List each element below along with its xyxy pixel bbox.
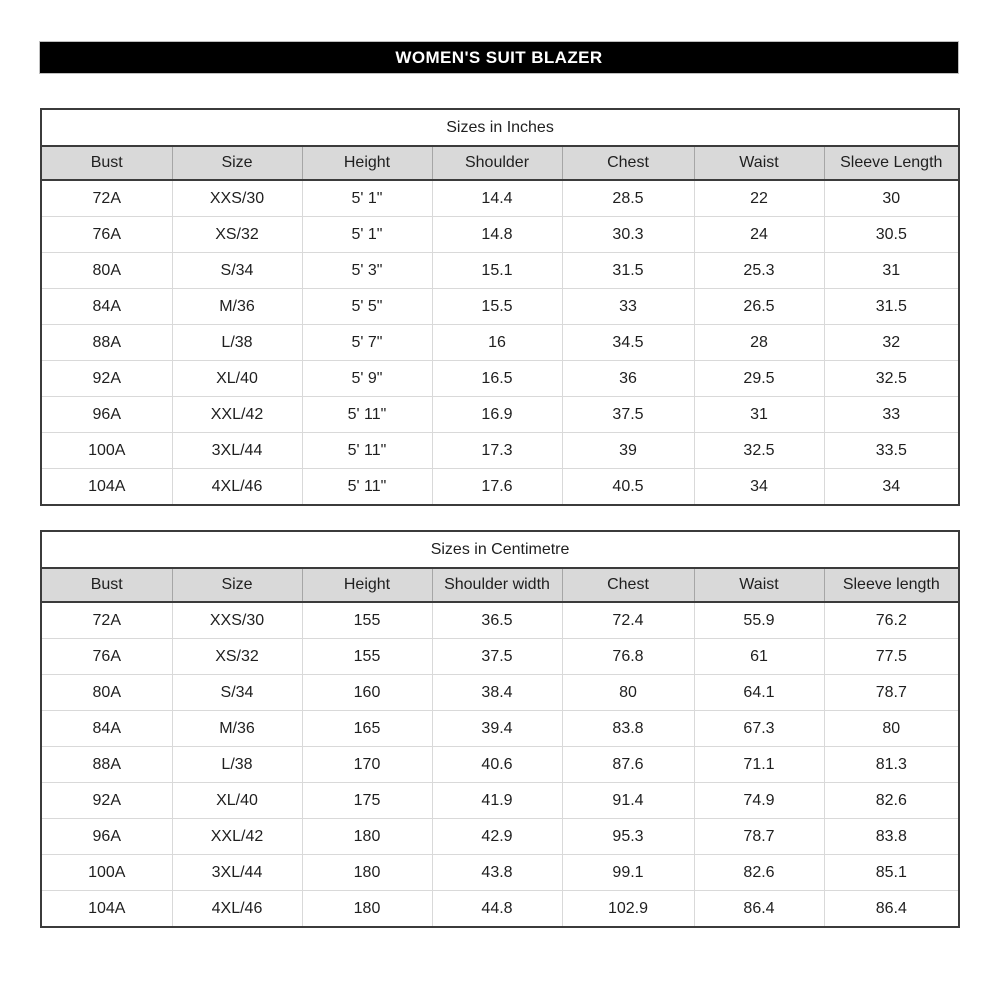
table-cell: 24 <box>694 217 824 253</box>
column-header: Sleeve length <box>824 568 959 602</box>
table-cell: 82.6 <box>694 855 824 891</box>
table-cell: XXS/30 <box>172 180 302 217</box>
table-cell: 76A <box>41 639 172 675</box>
table-cell: 104A <box>41 469 172 506</box>
table-cell: 5' 1" <box>302 217 432 253</box>
table-cell: 34.5 <box>562 325 694 361</box>
inches-size-table <box>40 108 960 506</box>
table-caption-row <box>41 109 959 146</box>
table-cell: 33 <box>824 397 959 433</box>
table-cell: 80A <box>41 253 172 289</box>
table-row <box>41 217 959 253</box>
table-cell: 32 <box>824 325 959 361</box>
table-cell: 39 <box>562 433 694 469</box>
table-row <box>41 253 959 289</box>
table-cell: 64.1 <box>694 675 824 711</box>
table-cell: 41.9 <box>432 783 562 819</box>
table-cell: XS/32 <box>172 639 302 675</box>
table-cell: 180 <box>302 891 432 928</box>
column-header: Chest <box>562 568 694 602</box>
column-header: Chest <box>562 146 694 180</box>
table-cell: 42.9 <box>432 819 562 855</box>
column-header: Shoulder <box>432 146 562 180</box>
column-header: Height <box>302 568 432 602</box>
table-cell: 30.3 <box>562 217 694 253</box>
table-cell: 15.1 <box>432 253 562 289</box>
table-cell: XXS/30 <box>172 602 302 639</box>
table-cell: 5' 11" <box>302 469 432 506</box>
table-cell: 28.5 <box>562 180 694 217</box>
table-row <box>41 855 959 891</box>
table-cell: 76.8 <box>562 639 694 675</box>
table-cell: 32.5 <box>824 361 959 397</box>
table-cell: 5' 5" <box>302 289 432 325</box>
table-cell: 83.8 <box>562 711 694 747</box>
table-cell: 4XL/46 <box>172 469 302 506</box>
table-cell: 155 <box>302 639 432 675</box>
table-row <box>41 747 959 783</box>
table-cell: 72A <box>41 180 172 217</box>
table-cell: 5' 1" <box>302 180 432 217</box>
table-cell: 26.5 <box>694 289 824 325</box>
table-row <box>41 180 959 217</box>
table-cell: S/34 <box>172 675 302 711</box>
table-cell: 36.5 <box>432 602 562 639</box>
table-row <box>41 361 959 397</box>
table-caption-row <box>41 531 959 568</box>
table-cell: 86.4 <box>824 891 959 928</box>
table-cell: S/34 <box>172 253 302 289</box>
table-cell: 78.7 <box>824 675 959 711</box>
table-cell: 33.5 <box>824 433 959 469</box>
table-cell: 96A <box>41 819 172 855</box>
table-cell: 67.3 <box>694 711 824 747</box>
column-header-row <box>41 146 959 180</box>
table-cell: 170 <box>302 747 432 783</box>
table-cell: 30 <box>824 180 959 217</box>
table-cell: 84A <box>41 711 172 747</box>
table-cell: 5' 9" <box>302 361 432 397</box>
table-row <box>41 783 959 819</box>
table-cell: 80 <box>562 675 694 711</box>
table-cell: 40.6 <box>432 747 562 783</box>
table-cell: L/38 <box>172 747 302 783</box>
table-cell: 55.9 <box>694 602 824 639</box>
table-cell: 175 <box>302 783 432 819</box>
table-cell: 34 <box>694 469 824 506</box>
table-cell: 88A <box>41 325 172 361</box>
table-cell: 31 <box>824 253 959 289</box>
centimetre-size-table <box>40 530 960 928</box>
column-header: Waist <box>694 146 824 180</box>
table-cell: 44.8 <box>432 891 562 928</box>
table-cell: 36 <box>562 361 694 397</box>
table-cell: M/36 <box>172 711 302 747</box>
table-cell: 3XL/44 <box>172 855 302 891</box>
table-cell: 92A <box>41 783 172 819</box>
table-row <box>41 675 959 711</box>
table-cell: 104A <box>41 891 172 928</box>
table-cell: 3XL/44 <box>172 433 302 469</box>
table-cell: 14.8 <box>432 217 562 253</box>
table-row <box>41 433 959 469</box>
table-cell: 16 <box>432 325 562 361</box>
table-cell: 95.3 <box>562 819 694 855</box>
table-cell: 74.9 <box>694 783 824 819</box>
table-cell: 38.4 <box>432 675 562 711</box>
table-cell: 25.3 <box>694 253 824 289</box>
table-cell: 31 <box>694 397 824 433</box>
page-title-banner <box>40 42 958 73</box>
table-row <box>41 891 959 928</box>
table-cell: 28 <box>694 325 824 361</box>
table-cell: 31.5 <box>562 253 694 289</box>
table-row <box>41 602 959 639</box>
table-caption: Sizes in Centimetre <box>41 531 959 568</box>
table-cell: 86.4 <box>694 891 824 928</box>
table-cell: 160 <box>302 675 432 711</box>
table-cell: 100A <box>41 433 172 469</box>
column-header: Height <box>302 146 432 180</box>
table-cell: 17.3 <box>432 433 562 469</box>
table-cell: 43.8 <box>432 855 562 891</box>
table-cell: 34 <box>824 469 959 506</box>
column-header: Bust <box>41 568 172 602</box>
table-cell: 40.5 <box>562 469 694 506</box>
table-cell: 29.5 <box>694 361 824 397</box>
table-cell: 155 <box>302 602 432 639</box>
inches-table-section <box>40 108 958 506</box>
table-cell: 99.1 <box>562 855 694 891</box>
table-cell: 33 <box>562 289 694 325</box>
table-cell: 102.9 <box>562 891 694 928</box>
table-cell: 78.7 <box>694 819 824 855</box>
table-cell: 5' 7" <box>302 325 432 361</box>
table-cell: 96A <box>41 397 172 433</box>
table-cell: 61 <box>694 639 824 675</box>
table-row <box>41 711 959 747</box>
column-header: Bust <box>41 146 172 180</box>
table-cell: 85.1 <box>824 855 959 891</box>
table-cell: L/38 <box>172 325 302 361</box>
table-row <box>41 639 959 675</box>
table-cell: 76.2 <box>824 602 959 639</box>
column-header: Shoulder width <box>432 568 562 602</box>
table-cell: 5' 11" <box>302 397 432 433</box>
table-cell: 37.5 <box>432 639 562 675</box>
table-cell: 22 <box>694 180 824 217</box>
table-cell: 32.5 <box>694 433 824 469</box>
table-cell: XL/40 <box>172 361 302 397</box>
page-title: WOMEN'S SUIT BLAZER <box>395 47 603 67</box>
column-header: Size <box>172 146 302 180</box>
table-cell: 76A <box>41 217 172 253</box>
table-cell: 17.6 <box>432 469 562 506</box>
table-cell: 180 <box>302 819 432 855</box>
table-cell: 92A <box>41 361 172 397</box>
centimetre-table-section <box>40 530 958 928</box>
table-row <box>41 289 959 325</box>
column-header: Waist <box>694 568 824 602</box>
table-cell: 39.4 <box>432 711 562 747</box>
table-cell: XXL/42 <box>172 819 302 855</box>
table-cell: 83.8 <box>824 819 959 855</box>
column-header-row <box>41 568 959 602</box>
column-header: Size <box>172 568 302 602</box>
table-cell: 14.4 <box>432 180 562 217</box>
table-row <box>41 325 959 361</box>
table-cell: 16.5 <box>432 361 562 397</box>
table-caption: Sizes in Inches <box>41 109 959 146</box>
column-header: Sleeve Length <box>824 146 959 180</box>
table-cell: XS/32 <box>172 217 302 253</box>
table-cell: 80 <box>824 711 959 747</box>
table-cell: 84A <box>41 289 172 325</box>
table-cell: 16.9 <box>432 397 562 433</box>
table-row <box>41 469 959 506</box>
table-cell: 80A <box>41 675 172 711</box>
table-cell: XXL/42 <box>172 397 302 433</box>
table-cell: 88A <box>41 747 172 783</box>
table-row <box>41 819 959 855</box>
table-cell: 72A <box>41 602 172 639</box>
table-cell: 77.5 <box>824 639 959 675</box>
table-cell: 37.5 <box>562 397 694 433</box>
table-cell: 15.5 <box>432 289 562 325</box>
table-cell: 180 <box>302 855 432 891</box>
table-cell: 71.1 <box>694 747 824 783</box>
table-cell: 81.3 <box>824 747 959 783</box>
table-cell: XL/40 <box>172 783 302 819</box>
table-row <box>41 397 959 433</box>
table-cell: 82.6 <box>824 783 959 819</box>
table-cell: 31.5 <box>824 289 959 325</box>
table-cell: M/36 <box>172 289 302 325</box>
table-cell: 5' 11" <box>302 433 432 469</box>
table-cell: 165 <box>302 711 432 747</box>
table-cell: 72.4 <box>562 602 694 639</box>
table-cell: 91.4 <box>562 783 694 819</box>
table-cell: 4XL/46 <box>172 891 302 928</box>
table-cell: 30.5 <box>824 217 959 253</box>
table-cell: 87.6 <box>562 747 694 783</box>
table-cell: 5' 3" <box>302 253 432 289</box>
table-cell: 100A <box>41 855 172 891</box>
